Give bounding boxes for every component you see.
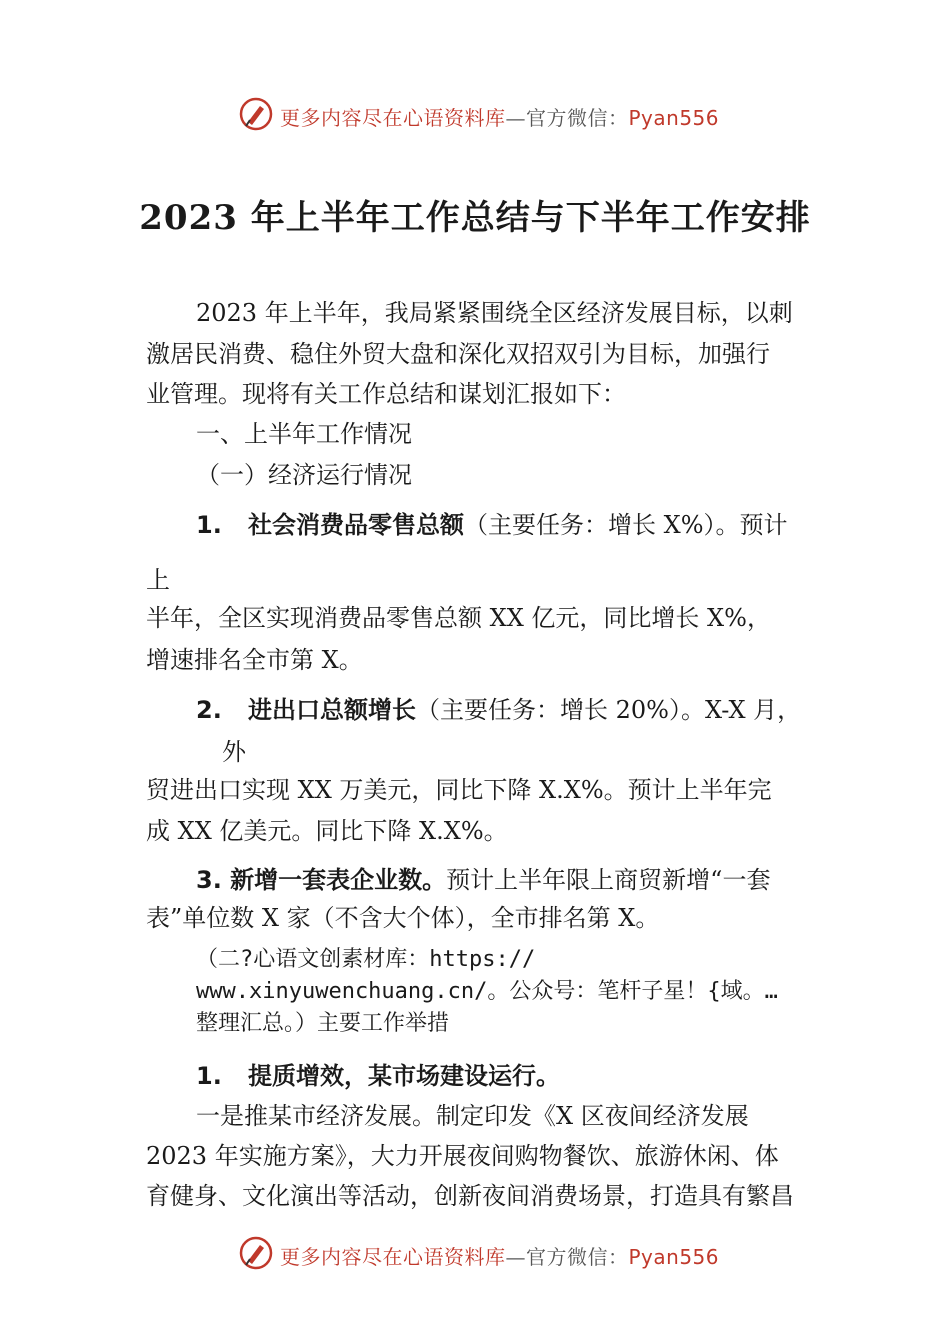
- item-2-cont: 外: [222, 738, 246, 766]
- subsection-heading: 整理汇总。）主要工作举措: [196, 1011, 450, 1036]
- item-4: 1. 提质增效，某市场建设运行。: [196, 1062, 560, 1090]
- body-line: 育健身、文化演出等活动，创新夜间消费场景，打造具有繁昌: [146, 1182, 794, 1210]
- watermark-text: 更多内容尽在心语资料库—官方微信：Pyan556: [280, 106, 720, 130]
- footer-watermark: [0, 1233, 950, 1273]
- subsection-heading: （一）经济运行情况: [196, 461, 412, 489]
- document-title: 2023 年上半年工作总结与下半年工作安排: [139, 198, 811, 238]
- item-1-cont: 半年，全区实现消费品零售总额 XX 亿元，同比增长 X%，: [146, 604, 771, 632]
- subsection-heading: （二?心语文创素材库：https://: [196, 947, 536, 972]
- pen-logo-icon: [238, 96, 274, 132]
- item-2: 2. 进出口总额增长（主要任务：增长 20%）。X-X 月，: [196, 696, 802, 724]
- item-1-cont: 增速排名全市第 X。: [146, 646, 363, 674]
- intro-line: 业管理。现将有关工作总结和谋划汇报如下：: [146, 380, 626, 408]
- watermark-text: 更多内容尽在心语资料库—官方微信：Pyan556: [280, 1245, 720, 1269]
- body-line: 2023 年实施方案》，大力开展夜间购物餐饮、旅游休闲、体: [146, 1142, 779, 1170]
- item-2-cont: 成 XX 亿美元。同比下降 X.X%。: [146, 817, 508, 845]
- item-1-cont: 上: [146, 566, 170, 594]
- item-1: 1. 社会消费品零售总额（主要任务：增长 X%）。预计: [196, 511, 788, 539]
- body-line: 一是推某市经济发展。制定印发《X 区夜间经济发展: [196, 1102, 749, 1130]
- item-3: 3. 新增一套表企业数。预计上半年限上商贸新增“一套: [196, 866, 771, 894]
- subsection-heading: www.xinyuwenchuang.cn/。公众号：笔杆子星！{域。…: [196, 979, 778, 1004]
- intro-line: 2023 年上半年，我局紧紧围绕全区经济发展目标，以刺: [196, 299, 793, 327]
- header-watermark: [0, 94, 950, 134]
- section-heading: 一、上半年工作情况: [196, 420, 412, 448]
- item-3-cont: 表”单位数 X 家（不含大个体），全市排名第 X。: [146, 904, 660, 932]
- pen-logo-icon: [238, 1235, 274, 1271]
- item-2-cont: 贸进出口实现 XX 万美元，同比下降 X.X%。预计上半年完: [146, 776, 772, 804]
- intro-line: 激居民消费、稳住外贸大盘和深化双招双引为目标，加强行: [146, 340, 770, 368]
